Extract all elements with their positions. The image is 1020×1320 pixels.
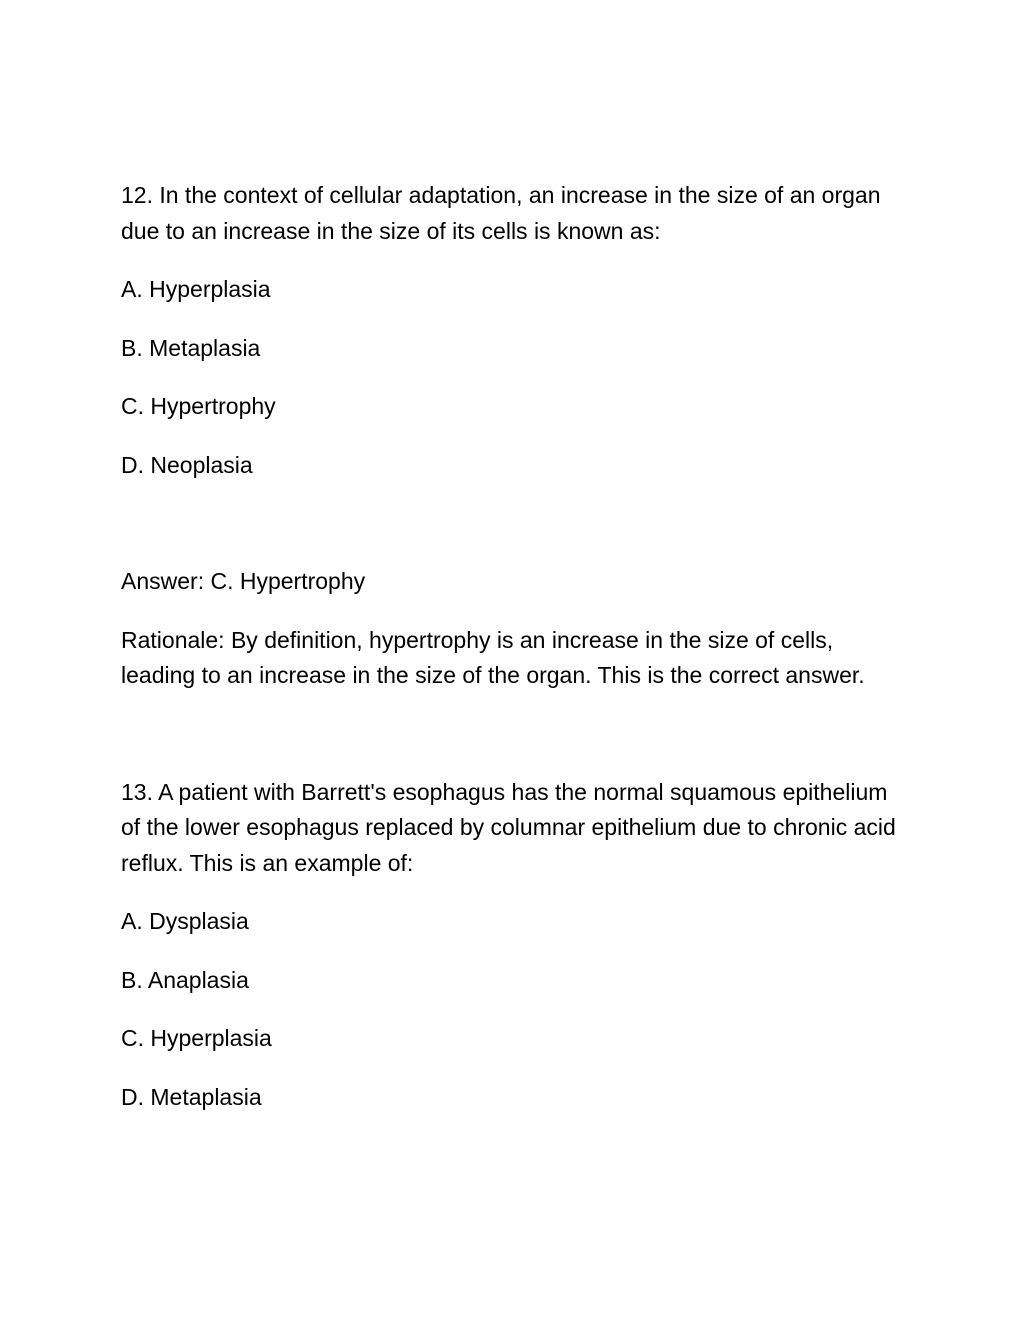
document-content bbox=[121, 178, 901, 1138]
question-12-answer: Answer: C. Hypertrophy bbox=[121, 568, 366, 594]
question-12-option-b: B. Metaplasia bbox=[121, 334, 261, 361]
question-12-option-d: D. Neoplasia bbox=[121, 451, 253, 478]
question-13 bbox=[121, 775, 901, 1116]
question-12-option-a: A. Hyperplasia bbox=[121, 276, 271, 302]
spacer bbox=[121, 506, 901, 564]
spacer bbox=[121, 717, 901, 775]
question-12-rationale: Rationale: By definition, hypertrophy is an increase in the size of cells, leading to an increase in the size of the organ. This is the correct answer. bbox=[121, 626, 865, 688]
question-13-option-d: D. Metaplasia bbox=[121, 1083, 262, 1110]
question-12-option-c: C. Hypertrophy bbox=[121, 393, 276, 419]
question-13-stem: 13. A patient with Barrett's esophagus has the normal squamous epithelium of the lower esophagus replaced by columnar epithelium due to chronic acid reflux. This is an example of: bbox=[121, 778, 896, 876]
question-13-option-c: C. Hyperplasia bbox=[121, 1025, 272, 1051]
question-13-option-a: A. Dysplasia bbox=[121, 908, 249, 934]
question-12-stem: 12. In the context of cellular adaptation, an increase in the size of an organ due to an increase in the size of its cells is known as: bbox=[121, 182, 881, 244]
question-13-option-b: B. Anaplasia bbox=[121, 966, 249, 993]
question-12 bbox=[121, 178, 901, 694]
